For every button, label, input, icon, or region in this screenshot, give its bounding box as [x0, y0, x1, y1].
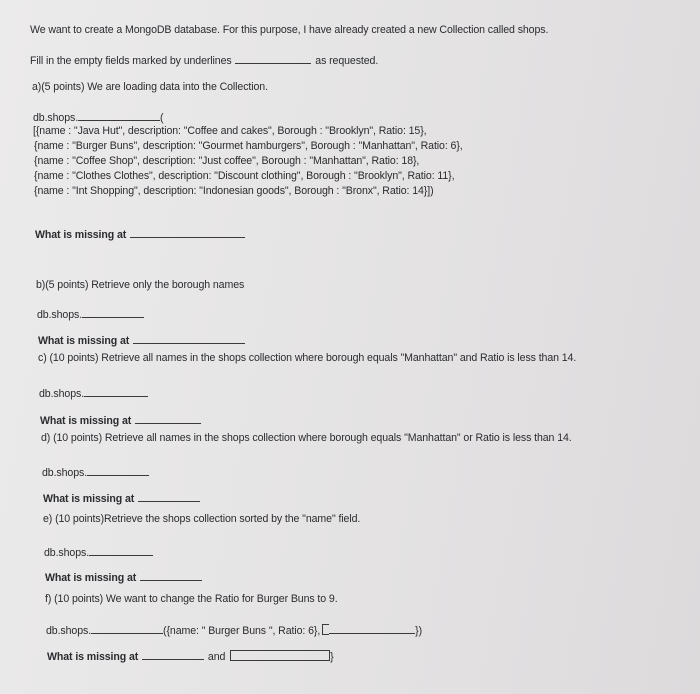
record-line: {name : "Clothes Clothes", description: "Discount clothing", Borough : "Brooklyn", Ratio: 11},: [34, 170, 455, 182]
part-a-missing-blank[interactable]: [130, 227, 245, 238]
part-d-code: db.shops.: [42, 465, 149, 480]
part-a-heading: a)(5 points) We are loading data into the Collection.: [32, 81, 268, 93]
part-d-code-blank[interactable]: [87, 465, 149, 476]
part-a-code: db.shops. (: [33, 112, 164, 124]
part-f-code: db.shops. ({name: " Burger Buns ", Ratio: 6}, }): [46, 625, 423, 637]
part-e-missing: What is missing at: [45, 570, 203, 585]
part-c-code: db.shops.: [39, 386, 148, 401]
part-b-heading: b)(5 points) Retrieve only the borough names: [36, 279, 245, 291]
part-b-code: db.shops.: [37, 307, 144, 322]
part-f-update-blank[interactable]: [329, 623, 415, 634]
part-c-heading: c) (10 points) Retrieve all names in the shops collection where borough equals "Manhattan" and Ratio is less than 14.: [38, 352, 577, 364]
part-b-missing: What is missing at: [38, 333, 246, 348]
part-c-missing-blank[interactable]: [135, 413, 201, 424]
part-b-missing-blank[interactable]: [133, 333, 245, 344]
part-e-code: db.shops.: [44, 545, 153, 560]
part-f-missing: What is missing at and }: [47, 651, 334, 663]
part-f-code-blank[interactable]: [91, 623, 163, 634]
part-b-code-blank[interactable]: [82, 307, 144, 318]
record-line: {name : "Burger Buns", description: "Gourmet hamburgers", Borough : "Manhattan", Ratio: 6},: [34, 140, 463, 152]
part-d-missing-blank[interactable]: [138, 491, 200, 502]
left-brace-bracket: [230, 650, 237, 661]
record-line: {name : "Coffee Shop", description: "Just coffee", Borough : "Manhattan", Ratio: 18},: [34, 155, 420, 167]
record-line: [{name : "Java Hut", description: "Coffee and cakes", Borough : "Brooklyn", Ratio: 15},: [33, 125, 427, 137]
part-e-missing-blank[interactable]: [140, 570, 202, 581]
instructions-line: Fill in the empty fields marked by underlines as requested.: [30, 55, 379, 67]
example-blank: [235, 53, 311, 64]
part-c-missing: What is missing at: [40, 413, 202, 428]
part-d-missing: What is missing at: [43, 491, 201, 506]
part-e-heading: e) (10 points)Retrieve the shops collection sorted by the "name" field.: [43, 513, 361, 525]
part-c-code-blank[interactable]: [84, 386, 148, 397]
left-brace-bracket: [322, 624, 329, 635]
part-f-heading: f) (10 points) We want to change the Ratio for Burger Buns to 9.: [45, 593, 338, 605]
intro-line: We want to create a MongoDB database. For this purpose, I have already created a new Collection called shops.: [30, 24, 549, 36]
part-a-missing: What is missing at: [35, 227, 246, 242]
part-e-code-blank[interactable]: [89, 545, 153, 556]
part-a-code-blank[interactable]: [78, 110, 160, 121]
record-line: {name : "Int Shopping", description: "Indonesian goods", Borough : "Bronx", Ratio: 14}]): [34, 185, 434, 197]
part-d-heading: d) (10 points) Retrieve all names in the shops collection where borough equals "Manhattan" or Ratio is less than 14.: [41, 432, 572, 444]
part-f-missing-blank-2[interactable]: [237, 650, 330, 661]
part-f-missing-blank-1[interactable]: [142, 649, 204, 660]
